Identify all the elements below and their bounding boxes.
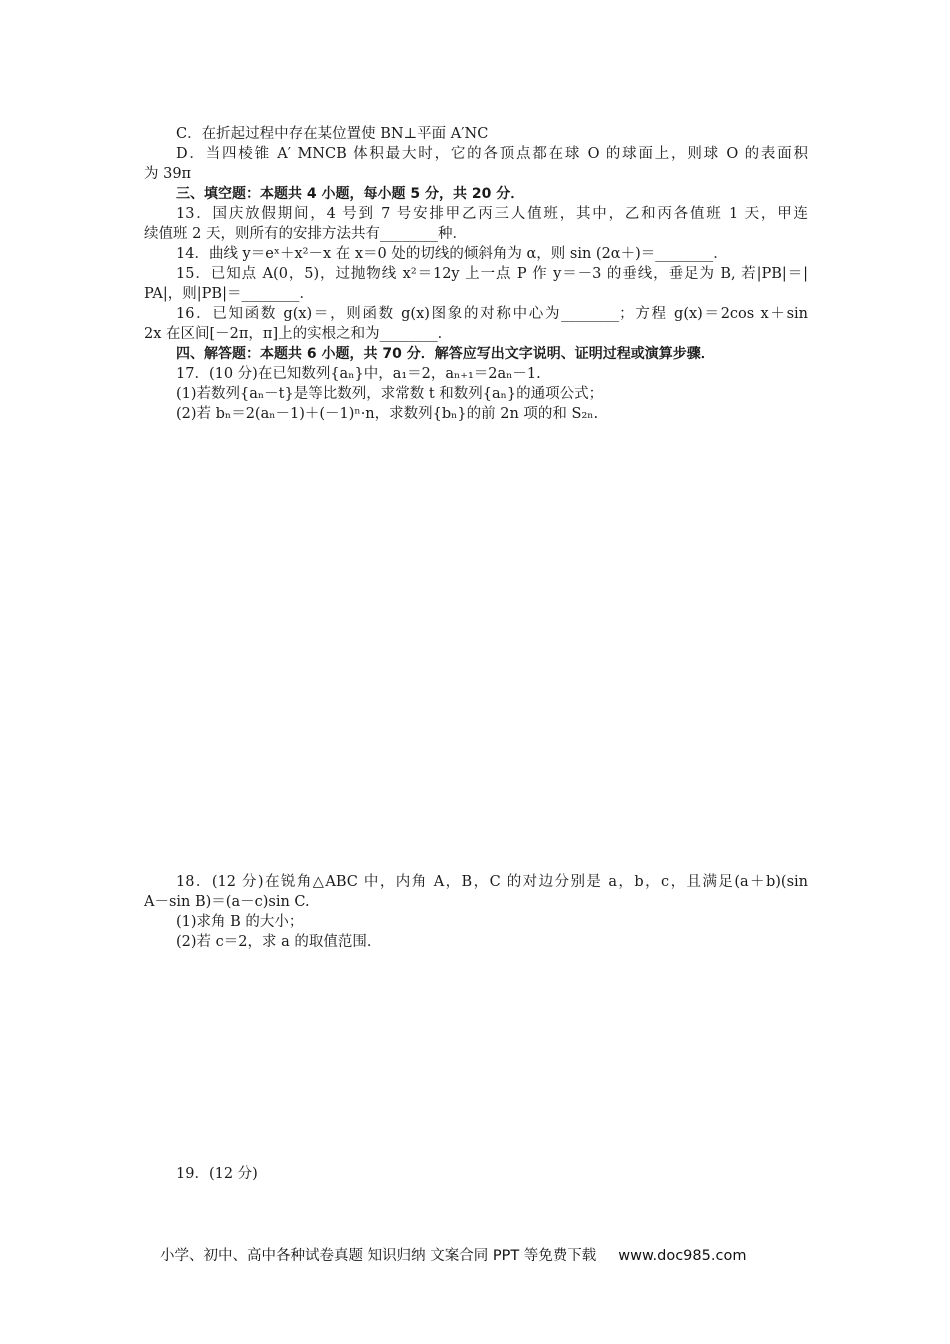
footer-text: 小学、初中、高中各种试卷真题 知识归纳 文案合同 PPT 等免费下载: [160, 1248, 597, 1264]
question-15-line-2: PA|，则|PB|＝________．: [144, 286, 314, 302]
question-19-stem: 19．(12 分): [176, 1166, 258, 1182]
question-17-stem: 17．(10 分)在已知数列{aₙ}中，a₁＝2，aₙ₊₁＝2aₙ－1.: [176, 366, 541, 382]
question-18-part-2: (2)若 c＝2，求 a 的取值范围．: [176, 934, 382, 950]
option-d-line: D．当四棱锥 A′ MNCB 体积最大时，它的各顶点都在球 O 的球面上，则球 O 的表面积: [176, 146, 808, 162]
question-18-part-1: (1)求角 B 的大小；: [176, 914, 304, 930]
question-14: 14．曲线 y＝eˣ＋x²－x 在 x＝0 处的切线的倾斜角为 α，则 sin (2α＋)＝________．: [176, 246, 728, 262]
section-4-heading: 四、解答题：本题共 6 小题，共 70 分．解答应写出文字说明、证明过程或演算步骤．: [176, 346, 715, 362]
question-17-part-2: (2)若 bₙ＝2(aₙ－1)＋(－1)ⁿ·n，求数列{bₙ}的前 2n 项的和 S₂ₙ.: [176, 406, 599, 422]
page-footer: [160, 1244, 800, 1265]
section-3-heading: 三、填空题：本题共 4 小题，每小题 5 分，共 20 分．: [176, 186, 525, 202]
question-16-line-1: 16．已知函数 g(x)＝，则函数 g(x)图象的对称中心为________；方程 g(x)＝2cos x＋sin: [176, 306, 808, 322]
footer-site-link[interactable]: www.doc985.com: [618, 1248, 747, 1264]
question-16-line-2: 2x 在区间[－2π，π]上的实根之和为________．: [144, 326, 453, 342]
option-c-line: C．在折起过程中存在某位置使 BN⊥平面 A′NC: [176, 126, 489, 142]
question-13-line-2: 续值班 2 天，则所有的安排方法共有________种．: [144, 226, 467, 242]
option-d-continuation: 为 39π: [144, 166, 192, 182]
question-18-line-1: 18．(12 分)在锐角△ABC 中，内角 A，B，C 的对边分别是 a，b，c，且满足(a＋b)(sin: [176, 874, 808, 890]
question-15-line-1: 15．已知点 A(0，5)，过抛物线 x²＝12y 上一点 P 作 y＝－3 的垂线，垂足为 B, 若|PB|＝|: [176, 266, 808, 282]
question-18-line-2: A－sin B)＝(a－c)sin C.: [144, 894, 310, 910]
question-17-part-1: (1)若数列{aₙ－t}是等比数列，求常数 t 和数列{aₙ}的通项公式；: [176, 386, 604, 402]
question-13-line-1: 13．国庆放假期间，4 号到 7 号安排甲乙丙三人值班，其中，乙和丙各值班 1 天，甲连: [176, 206, 808, 222]
